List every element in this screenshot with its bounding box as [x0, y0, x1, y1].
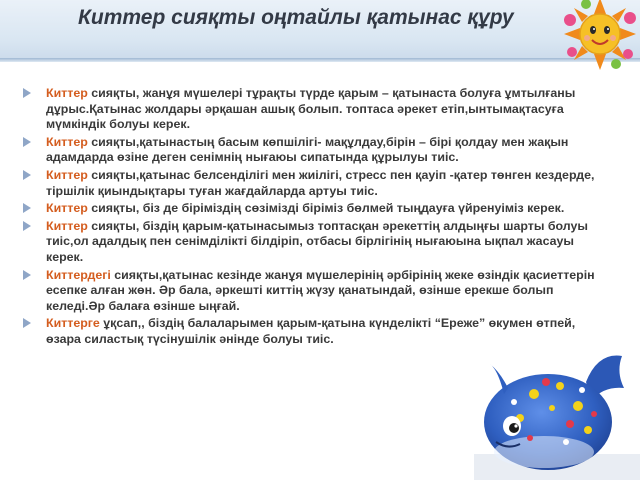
bullet-marker-icon — [23, 203, 31, 213]
bullet-marker-icon — [23, 170, 31, 180]
bullet-text: сияқты,қатынастың басым көпшілігі- мақұлдау,бірін – бірі қолдау мен жақын адамдарда өзіне деген сенімнің нығаюы сипатында құрылуы тиіс. — [46, 134, 569, 165]
bullet-item — [46, 201, 606, 217]
bullet-keyword: Киттер — [46, 218, 88, 233]
bullet-keyword: Киттер — [46, 86, 88, 100]
bullet-text: сияқты,қатынас белсенділігі мен жиілігі, стресс пен қауіп -қатер төнген кездерде, тіршілік қиындықтары туған жағдайларда артуы тиіс. — [46, 167, 595, 198]
bullet-item — [46, 219, 606, 266]
bullet-text: сияқты, біз де біріміздің сөзімізді біріміз бөлмей тыңдауға үйренуіміз керек. — [87, 201, 565, 216]
bullet-keyword: Киттер — [46, 201, 88, 216]
bullet-item — [46, 135, 606, 166]
bullet-keyword: Киттердегі — [46, 267, 111, 282]
bullet-marker-icon — [23, 137, 31, 147]
blue-whale-toy-icon — [474, 342, 640, 480]
bullet-item — [46, 268, 606, 315]
bullet-text: сияқты, жанұя мүшелері тұрақты түрде қарым – қатынаста болуға ұмтылғаны дұрыс.Қатынас жолдары әрқашан ашық болып. топтаса әрекет етіп,ынтымақтасуға мүмкіндік болуы керек. — [46, 86, 576, 132]
bullet-marker-icon — [23, 88, 31, 98]
bullet-item — [46, 168, 606, 199]
slide-title: Киттер сияқты оңтайлы қатынас құру — [78, 6, 514, 29]
bullet-list — [46, 86, 606, 350]
bullet-marker-icon — [23, 270, 31, 280]
bullet-keyword: Киттер — [46, 167, 88, 182]
bullet-marker-icon — [23, 221, 31, 231]
bullet-text: сияқты,қатынас кезінде жанұя мүшелерінің әрбірінің жеке өзіндік қасиеттерін есепке алған жөн. Әр бала, әркешті киттің жүзу қанатындай, өзінше ерекше болып келеді.Әр балаға өзінше ыңғай. — [46, 267, 595, 313]
bullet-marker-icon — [23, 318, 31, 328]
bullet-item — [46, 86, 606, 133]
bullet-text: ұқсап,, біздің балаларымен қарым-қатына күнделікті “Ереже” өкумен өтпей, өзара силастық түсінушілік әнінде болуы тиіс. — [46, 316, 576, 346]
bullet-text: сияқты, біздің қарым-қатынасымыз топтасқан әрекеттің алдыңғы шарты болуы тиіс,ол адалдық пен сенімділікті білдіріп, отбасы бірлігінің нығаюына ықпал жасауы керек. — [46, 218, 588, 264]
bullet-keyword: Киттер — [46, 134, 88, 149]
sun-cartoon-icon — [552, 0, 640, 72]
header-divider — [0, 58, 640, 62]
bullet-keyword: Киттерге — [46, 316, 100, 331]
